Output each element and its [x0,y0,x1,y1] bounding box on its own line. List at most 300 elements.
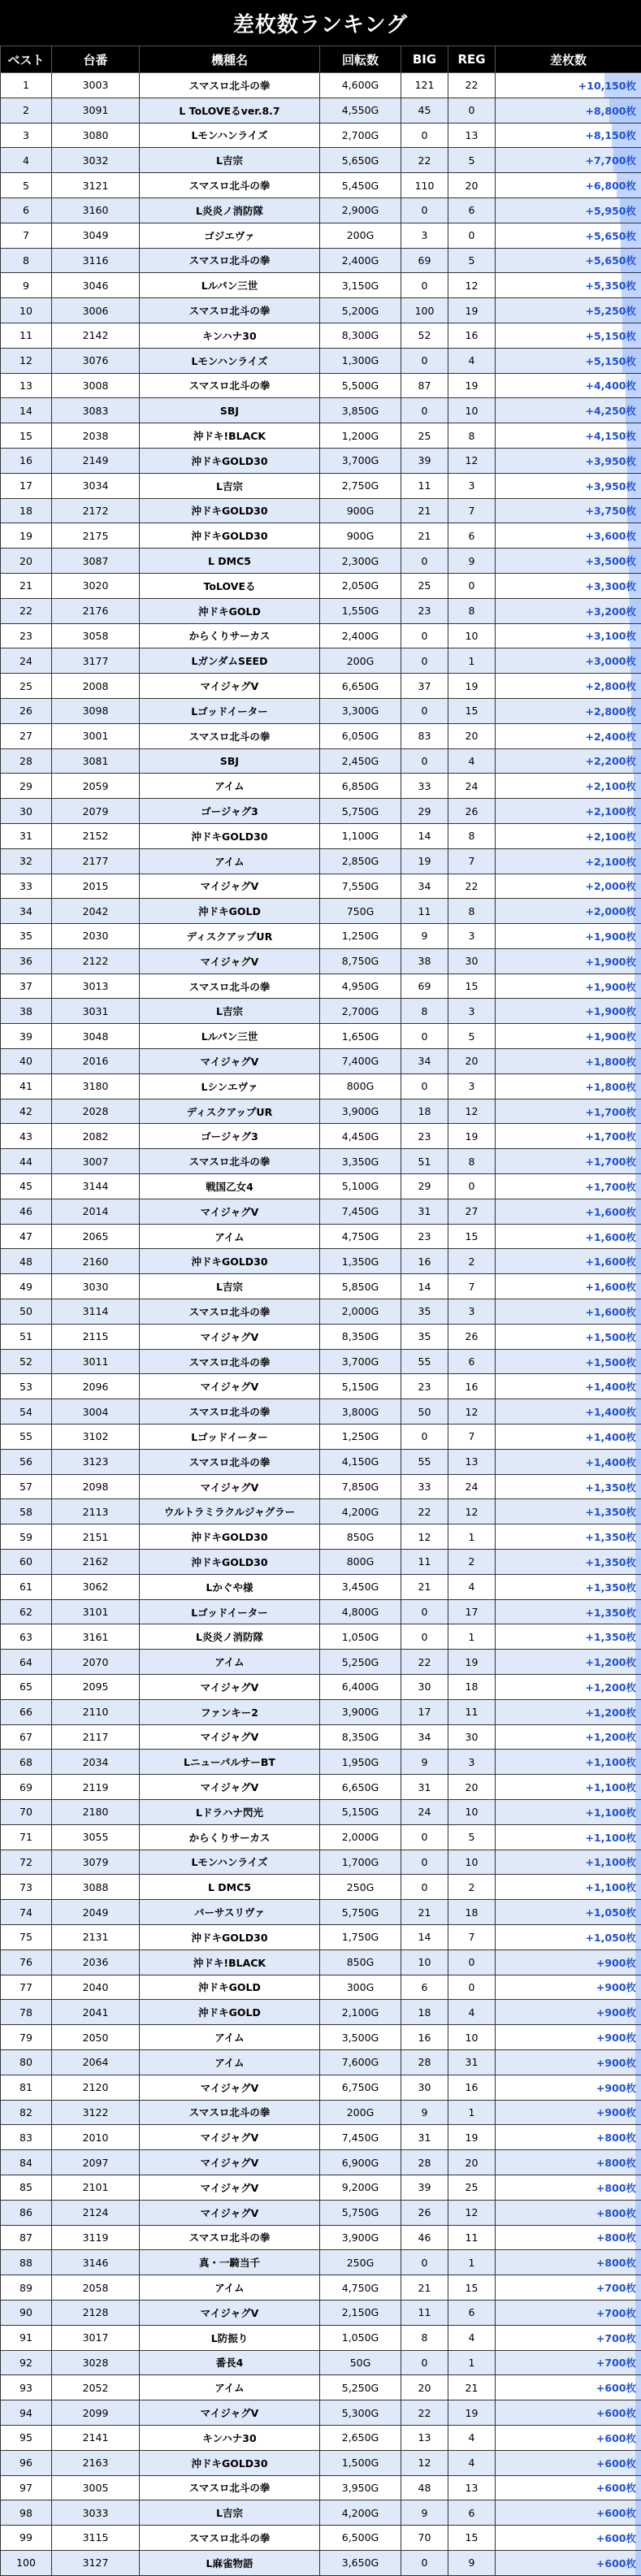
machine-name-cell: Lゴッドイーター [140,1599,320,1624]
coin-diff-cell [496,473,641,498]
unit-number-cell: 2110 [52,1699,140,1724]
unit-number-cell: 3177 [52,648,140,674]
reg-cell: 4 [448,348,496,373]
coin-diff-value: +1,600枚 [585,1306,636,1318]
spins-cell: 2,300G [320,549,401,574]
machine-name-cell: マイジャグV [140,874,320,899]
coin-diff-cell [496,2200,641,2225]
unit-number-cell: 2113 [52,1499,140,1524]
coin-diff-cell [496,1924,641,1949]
unit-number-cell: 2040 [52,1975,140,2000]
unit-number-cell: 2122 [52,948,140,974]
rank-cell: 28 [1,748,52,774]
spins-cell: 7,600G [320,2049,401,2075]
unit-number-cell: 2160 [52,1249,140,1274]
table-row [1,2200,641,2225]
machine-name-cell: SBJ [140,748,320,774]
big-cell: 50 [401,1399,448,1425]
spins-cell: 250G [320,1875,401,1900]
spins-cell: 3,350G [320,1149,401,1174]
reg-cell: 6 [448,1349,496,1374]
table-row [1,323,641,348]
coin-diff-value: +5,150枚 [585,355,636,367]
coin-diff-cell [496,373,641,398]
big-cell: 45 [401,98,448,123]
coin-diff-cell [496,1049,641,1074]
unit-number-cell: 2030 [52,924,140,949]
rank-cell: 55 [1,1425,52,1450]
coin-diff-value: +1,400枚 [585,1406,636,1418]
reg-cell: 13 [448,2475,496,2500]
coin-diff-value: +2,200枚 [585,755,636,767]
big-cell: 0 [401,1875,448,1900]
big-cell: 13 [401,2425,448,2450]
rank-cell: 18 [1,498,52,523]
spins-cell: 4,450G [320,1124,401,1149]
big-cell: 110 [401,173,448,198]
ranking-table [0,46,641,2576]
coin-diff-cell [496,1550,641,1575]
reg-cell: 1 [448,2350,496,2375]
rank-cell: 4 [1,148,52,173]
table-row [1,273,641,298]
reg-cell: 24 [448,774,496,799]
table-row [1,98,641,123]
rank-cell: 20 [1,549,52,574]
spins-cell: 3,900G [320,1099,401,1124]
coin-diff-cell [496,748,641,774]
spins-cell: 2,700G [320,999,401,1024]
reg-cell: 27 [448,1199,496,1224]
table-row [1,948,641,974]
coin-diff-value: +800枚 [596,2207,636,2219]
big-cell: 29 [401,1174,448,1199]
coin-diff-value: +900枚 [596,2106,636,2118]
unit-number-cell: 3079 [52,1850,140,1875]
unit-number-cell: 2163 [52,2450,140,2475]
spins-cell: 5,750G [320,799,401,824]
reg-cell: 4 [448,748,496,774]
big-cell: 35 [401,1324,448,1349]
big-cell: 0 [401,1624,448,1650]
machine-name-cell: アイム [140,2049,320,2075]
rank-cell: 56 [1,1449,52,1474]
unit-number-cell: 3115 [52,2526,140,2551]
table-row [1,2125,641,2150]
big-cell: 87 [401,373,448,398]
reg-cell: 20 [448,723,496,748]
unit-number-cell: 2098 [52,1474,140,1499]
machine-name-cell: ウルトラミラクルジャグラー [140,1499,320,1524]
reg-cell: 0 [448,1975,496,2000]
column-header-rank: ベスト [1,46,52,73]
coin-diff-cell [496,2475,641,2500]
unit-number-cell: 3180 [52,1073,140,1099]
table-row [1,1724,641,1750]
unit-number-cell: 3004 [52,1399,140,1425]
machine-name-cell: ファンキー2 [140,1699,320,1724]
coin-diff-value: +3,200枚 [585,605,636,618]
unit-number-cell: 2050 [52,2025,140,2050]
coin-diff-cell [496,2025,641,2050]
unit-number-cell: 2162 [52,1550,140,1575]
rank-cell: 15 [1,423,52,449]
unit-number-cell: 3119 [52,2225,140,2250]
big-cell: 0 [401,1425,448,1450]
rank-cell: 79 [1,2025,52,2050]
unit-number-cell: 2049 [52,1900,140,1925]
spins-cell: 2,400G [320,623,401,648]
coin-diff-cell [496,1073,641,1099]
machine-name-cell: 沖ドキGOLD30 [140,448,320,473]
reg-cell: 20 [448,173,496,198]
table-row [1,1599,641,1624]
rank-cell: 47 [1,1224,52,1249]
coin-diff-cell [496,2500,641,2526]
coin-diff-cell [496,2075,641,2100]
big-cell: 39 [401,2175,448,2200]
big-cell: 55 [401,1449,448,1474]
machine-name-cell: L DMC5 [140,549,320,574]
table-row [1,223,641,248]
big-cell: 14 [401,823,448,848]
big-cell: 21 [401,1900,448,1925]
spins-cell: 1,500G [320,2450,401,2475]
unit-number-cell: 2177 [52,848,140,874]
table-row [1,2375,641,2400]
coin-diff-cell [496,2125,641,2150]
machine-name-cell: マイジャグV [140,948,320,974]
column-header-reg: REG [448,46,496,73]
reg-cell: 26 [448,799,496,824]
coin-diff-cell [496,848,641,874]
reg-cell: 24 [448,1474,496,1499]
spins-cell: 1,050G [320,1624,401,1650]
big-cell: 0 [401,1024,448,1049]
coin-diff-value: +600枚 [596,2482,636,2494]
coin-diff-value: +1,400枚 [585,1456,636,1468]
big-cell: 100 [401,298,448,323]
reg-cell: 3 [448,999,496,1024]
coin-diff-value: +10,150枚 [578,80,636,92]
big-cell: 24 [401,1799,448,1824]
coin-diff-cell [496,799,641,824]
coin-diff-value: +3,000枚 [585,655,636,667]
unit-number-cell: 2010 [52,2125,140,2150]
reg-cell: 18 [448,1900,496,1925]
unit-number-cell: 3122 [52,2100,140,2125]
machine-name-cell: L麻雀物語 [140,2550,320,2575]
machine-name-cell: L吉宗 [140,999,320,1024]
coin-diff-value: +3,950枚 [585,480,636,492]
coin-diff-cell [496,1349,641,1374]
coin-diff-value: +1,500枚 [585,1356,636,1368]
machine-name-cell: スマスロ北斗の拳 [140,373,320,398]
machine-name-cell: 沖ドキGOLD [140,899,320,924]
reg-cell: 13 [448,1449,496,1474]
coin-diff-cell [496,273,641,298]
reg-cell: 8 [448,1149,496,1174]
rank-cell: 38 [1,999,52,1024]
rank-cell: 75 [1,1924,52,1949]
coin-diff-cell [496,2375,641,2400]
big-cell: 33 [401,774,448,799]
coin-diff-cell [496,999,641,1024]
table-row [1,473,641,498]
coin-diff-cell [496,2250,641,2275]
big-cell: 31 [401,1199,448,1224]
coin-diff-value: +700枚 [596,2357,636,2369]
spins-cell: 1,650G [320,1024,401,1049]
reg-cell: 7 [448,1274,496,1299]
spins-cell: 6,050G [320,723,401,748]
unit-number-cell: 3102 [52,1425,140,1450]
unit-number-cell: 2149 [52,448,140,473]
reg-cell: 6 [448,197,496,223]
machine-name-cell: アイム [140,2275,320,2301]
spins-cell: 1,300G [320,348,401,373]
reg-cell: 1 [448,1624,496,1650]
spins-cell: 1,350G [320,1249,401,1274]
table-row [1,1499,641,1524]
machine-name-cell: マイジャグV [140,1324,320,1349]
table-row [1,698,641,723]
big-cell: 69 [401,974,448,999]
machine-name-cell: バーサスリヴァ [140,1900,320,1925]
reg-cell: 15 [448,698,496,723]
machine-name-cell: からくりサーカス [140,623,320,648]
big-cell: 9 [401,924,448,949]
machine-name-cell: スマスロ北斗の拳 [140,2526,320,2551]
coin-diff-value: +1,700枚 [585,1156,636,1168]
reg-cell: 1 [448,648,496,674]
big-cell: 20 [401,2375,448,2400]
spins-cell: 1,100G [320,823,401,848]
spins-cell: 850G [320,1949,401,1975]
unit-number-cell: 2064 [52,2049,140,2075]
machine-name-cell: L ToLOVEるver.8.7 [140,98,320,123]
table-row [1,73,641,98]
big-cell: 30 [401,1675,448,1700]
table-row [1,774,641,799]
unit-number-cell: 2115 [52,1324,140,1349]
rank-cell: 53 [1,1374,52,1399]
rank-cell: 37 [1,974,52,999]
rank-cell: 14 [1,398,52,423]
spins-cell: 5,850G [320,1274,401,1299]
reg-cell: 16 [448,323,496,348]
big-cell: 8 [401,2325,448,2350]
big-cell: 19 [401,848,448,874]
big-cell: 0 [401,1599,448,1624]
coin-diff-value: +5,150枚 [585,330,636,342]
reg-cell: 12 [448,448,496,473]
big-cell: 28 [401,2049,448,2075]
unit-number-cell: 2099 [52,2400,140,2426]
coin-diff-value: +900枚 [596,2032,636,2044]
reg-cell: 4 [448,2325,496,2350]
coin-diff-value: +1,100枚 [585,1781,636,1793]
table-row [1,298,641,323]
table-row [1,2450,641,2475]
table-row [1,248,641,273]
machine-name-cell: マイジャグV [140,2125,320,2150]
unit-number-cell: 3006 [52,298,140,323]
coin-diff-cell [496,2225,641,2250]
machine-name-cell: マイジャグV [140,2400,320,2426]
coin-diff-cell [496,1699,641,1724]
spins-cell: 4,750G [320,1224,401,1249]
spins-cell: 7,450G [320,2125,401,2150]
big-cell: 6 [401,1975,448,2000]
rank-cell: 99 [1,2526,52,2551]
unit-number-cell: 3160 [52,197,140,223]
spins-cell: 5,100G [320,1174,401,1199]
rank-cell: 29 [1,774,52,799]
big-cell: 0 [401,348,448,373]
reg-cell: 15 [448,2526,496,2551]
column-header-machine-name: 機種名 [140,46,320,73]
machine-name-cell: 沖ドキGOLD30 [140,2450,320,2475]
coin-diff-value: +2,400枚 [585,731,636,743]
reg-cell: 3 [448,1073,496,1099]
table-row [1,1750,641,1775]
spins-cell: 5,500G [320,373,401,398]
rank-cell: 19 [1,523,52,549]
machine-name-cell: Lドラハナ閃光 [140,1799,320,1824]
machine-name-cell: アイム [140,848,320,874]
machine-name-cell: スマスロ北斗の拳 [140,298,320,323]
machine-name-cell: 沖ドキGOLD30 [140,1249,320,1274]
table-row [1,1024,641,1049]
spins-cell: 3,900G [320,1699,401,1724]
unit-number-cell: 3058 [52,623,140,648]
coin-diff-cell [496,2000,641,2025]
machine-name-cell: スマスロ北斗の拳 [140,1349,320,1374]
unit-number-cell: 2042 [52,899,140,924]
coin-diff-value: +700枚 [596,2307,636,2319]
spins-cell: 6,750G [320,2075,401,2100]
table-row [1,2049,641,2075]
machine-name-cell: 真・一騎当千 [140,2250,320,2275]
table-row [1,2550,641,2575]
coin-diff-cell [496,573,641,598]
table-row [1,2025,641,2050]
spins-cell: 3,700G [320,448,401,473]
coin-diff-value: +2,000枚 [585,905,636,917]
rank-cell: 72 [1,1850,52,1875]
table-row [1,373,641,398]
machine-name-cell: LニューパルサーBT [140,1750,320,1775]
rank-cell: 48 [1,1249,52,1274]
coin-diff-cell [496,173,641,198]
big-cell: 52 [401,323,448,348]
coin-diff-value: +1,350枚 [585,1581,636,1594]
rank-cell: 83 [1,2125,52,2150]
table-row [1,1099,641,1124]
rank-cell: 46 [1,1199,52,1224]
big-cell: 0 [401,197,448,223]
big-cell: 83 [401,723,448,748]
machine-name-cell: アイム [140,774,320,799]
reg-cell: 8 [448,823,496,848]
machine-name-cell: 沖ドキ!BLACK [140,423,320,449]
reg-cell: 19 [448,373,496,398]
coin-diff-value: +1,100枚 [585,1756,636,1768]
table-row [1,1699,641,1724]
spins-cell: 2,850G [320,848,401,874]
coin-diff-cell [496,323,641,348]
machine-name-cell: 沖ドキGOLD [140,1975,320,2000]
coin-diff-cell [496,823,641,848]
spins-cell: 4,800G [320,1599,401,1624]
reg-cell: 16 [448,1374,496,1399]
spins-cell: 1,050G [320,2325,401,2350]
coin-diff-value: +800枚 [596,2131,636,2144]
table-row [1,1073,641,1099]
unit-number-cell: 2065 [52,1224,140,1249]
machine-name-cell: 沖ドキGOLD30 [140,523,320,549]
table-row [1,1324,641,1349]
rank-cell: 100 [1,2550,52,2575]
big-cell: 21 [401,498,448,523]
rank-cell: 12 [1,348,52,373]
coin-diff-cell [496,1975,641,2000]
rank-cell: 77 [1,1975,52,2000]
reg-cell: 12 [448,2200,496,2225]
table-row [1,1524,641,1550]
coin-diff-cell [496,248,641,273]
unit-number-cell: 2124 [52,2200,140,2225]
coin-diff-cell [496,148,641,173]
spins-cell: 5,750G [320,1900,401,1925]
rank-cell: 54 [1,1399,52,1425]
rank-cell: 86 [1,2200,52,2225]
machine-name-cell: アイム [140,1224,320,1249]
coin-diff-value: +3,100枚 [585,630,636,642]
coin-diff-value: +3,950枚 [585,455,636,467]
spins-cell: 4,550G [320,98,401,123]
reg-cell: 4 [448,1574,496,1599]
big-cell: 69 [401,248,448,273]
big-cell: 22 [401,1650,448,1675]
rank-cell: 45 [1,1174,52,1199]
unit-number-cell: 3011 [52,1349,140,1374]
rank-cell: 82 [1,2100,52,2125]
big-cell: 11 [401,1550,448,1575]
big-cell: 0 [401,698,448,723]
table-row [1,974,641,999]
reg-cell: 0 [448,223,496,248]
reg-cell: 4 [448,2450,496,2475]
reg-cell: 30 [448,1724,496,1750]
coin-diff-value: +5,650枚 [585,254,636,267]
machine-name-cell: アイム [140,1650,320,1675]
coin-diff-value: +4,150枚 [585,430,636,442]
column-header-spins: 回転数 [320,46,401,73]
coin-diff-cell [496,2275,641,2301]
coin-diff-value: +3,300枚 [585,580,636,592]
rank-cell: 52 [1,1349,52,1374]
reg-cell: 20 [448,1049,496,1074]
coin-diff-value: +800枚 [596,2157,636,2169]
machine-name-cell: マイジャグV [140,674,320,699]
big-cell: 30 [401,2075,448,2100]
reg-cell: 19 [448,1124,496,1149]
table-row [1,2100,641,2125]
coin-diff-cell [496,1750,641,1775]
reg-cell: 3 [448,1299,496,1325]
